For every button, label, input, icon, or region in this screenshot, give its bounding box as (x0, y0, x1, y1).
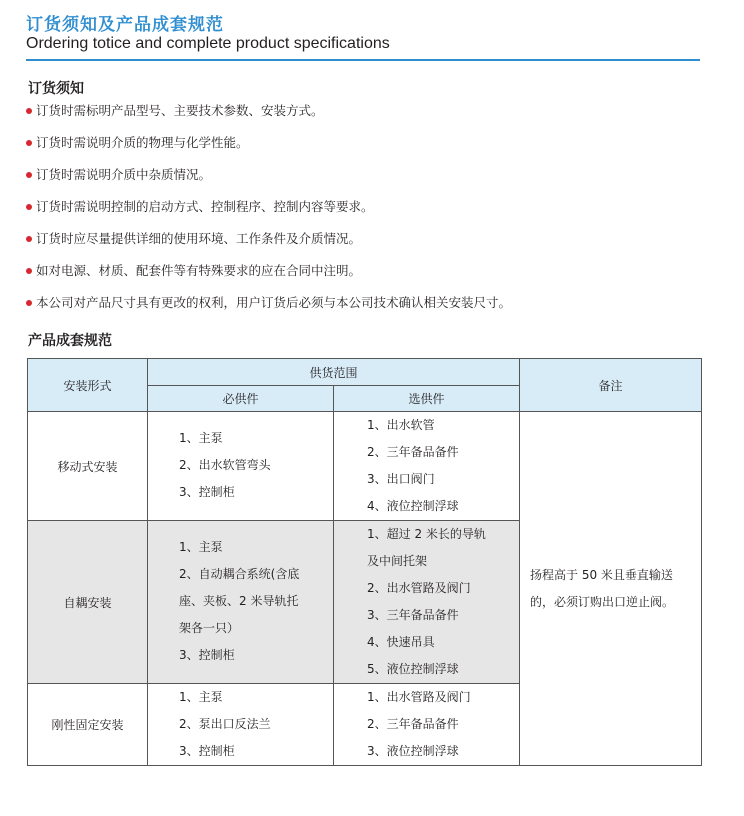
list-item: 架各一只） (179, 621, 240, 635)
list-item: 1、主泵 (179, 540, 223, 554)
note-item (26, 230, 511, 262)
table-row (28, 412, 702, 521)
page-title-en: Ordering totice and complete product specifications (26, 35, 390, 52)
note-item (26, 134, 511, 166)
bullet-icon (26, 172, 32, 178)
install-type-cell: 刚性固定安装 (28, 684, 148, 766)
list-item: 3、控制柜 (179, 485, 235, 499)
list-item: 2、三年备品备件 (367, 717, 459, 731)
optional-items-cell (334, 521, 520, 684)
list-item: 5、液位控制浮球 (367, 662, 459, 676)
header-required: 必供件 (148, 386, 334, 412)
list-item: 1、主泵 (179, 431, 223, 445)
list-item: 1、超过 2 米长的导轨 (367, 527, 486, 541)
note-item (26, 102, 511, 134)
list-item: 2、泵出口反法兰 (179, 717, 271, 731)
list-item: 3、液位控制浮球 (367, 744, 459, 758)
list-item: 3、控制柜 (179, 744, 235, 758)
header-optional: 选供件 (334, 386, 520, 412)
header-remarks: 备注 (520, 359, 702, 412)
note-item (26, 262, 511, 294)
note-text: 订货时需说明控制的启动方式、控制程序、控制内容等要求。 (36, 199, 374, 214)
note-text: 订货时应尽量提供详细的使用环境、工作条件及介质情况。 (36, 231, 362, 246)
note-text: 订货时需标明产品型号、主要技术参数、安装方式。 (36, 103, 324, 118)
install-type-cell: 移动式安装 (28, 412, 148, 521)
bullet-icon (26, 236, 32, 242)
optional-items-cell (334, 684, 520, 766)
bullet-icon (26, 108, 32, 114)
ordering-notes-heading: 订货须知 (28, 81, 84, 97)
note-item (26, 294, 511, 326)
bullet-icon (26, 140, 32, 146)
list-item: 4、液位控制浮球 (367, 499, 459, 513)
note-item (26, 198, 511, 230)
note-text: 订货时需说明介质中杂质情况。 (36, 167, 212, 182)
required-items-cell (148, 521, 334, 684)
header-supply-scope: 供货范围 (148, 359, 520, 386)
list-item: 1、主泵 (179, 690, 223, 704)
required-items-cell (148, 412, 334, 521)
header-install-type: 安装形式 (28, 359, 148, 412)
list-item: 3、控制柜 (179, 648, 235, 662)
install-type-cell: 自耦安装 (28, 521, 148, 684)
list-item: 1、出水软管 (367, 418, 435, 432)
note-text: 本公司对产品尺寸具有更改的权利，用户订货后必须与本公司技术确认相关安装尺寸。 (36, 295, 512, 310)
page-title-cn: 订货须知及产品成套规范 (26, 15, 224, 35)
bullet-icon (26, 204, 32, 210)
list-item: 座、夹板、2 米导轨托 (179, 594, 299, 608)
list-item: 2、出水管路及阀门 (367, 581, 471, 595)
note-text: 如对电源、材质、配套件等有特殊要求的应在合同中注明。 (36, 263, 362, 278)
bullet-icon (26, 268, 32, 274)
ordering-notes-list (26, 102, 511, 326)
list-item: 1、出水管路及阀门 (367, 690, 471, 704)
required-items-cell (148, 684, 334, 766)
spec-table (27, 358, 702, 766)
list-item: 2、三年备品备件 (367, 445, 459, 459)
note-item (26, 166, 511, 198)
list-item: 3、三年备品备件 (367, 608, 459, 622)
remarks-cell: 扬程高于 50 米且垂直输送的，必须订购出口逆止阀。 (520, 412, 702, 766)
spec-table-heading: 产品成套规范 (28, 333, 112, 349)
list-item: 2、自动耦合系统(含底 (179, 567, 300, 581)
list-item: 2、出水软管弯头 (179, 458, 271, 472)
list-item: 3、出口阀门 (367, 472, 435, 486)
note-text: 订货时需说明介质的物理与化学性能。 (36, 135, 249, 150)
list-item: 4、快速吊具 (367, 635, 435, 649)
title-divider (26, 59, 700, 61)
optional-items-cell (334, 412, 520, 521)
list-item: 及中间托架 (367, 554, 428, 568)
bullet-icon (26, 300, 32, 306)
